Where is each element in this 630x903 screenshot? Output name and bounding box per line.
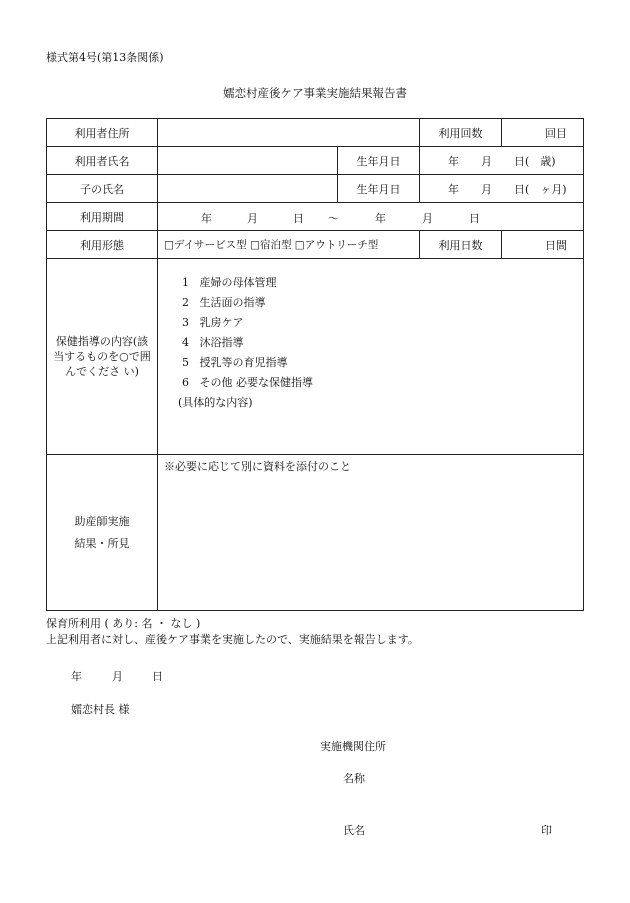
child-name-label: 子の氏名 [47, 175, 158, 203]
period-end-day: 日 [469, 212, 480, 225]
date-day: 日 [152, 670, 163, 683]
guidance-item: 2 生活面の指導 [182, 296, 266, 309]
days-label: 利用日数 [420, 231, 502, 259]
use-count-unit: 回目 [545, 126, 567, 140]
period-label: 利用期間 [47, 203, 158, 231]
days-unit: 日間 [545, 238, 567, 252]
period-start-day: 日 [293, 212, 304, 225]
period-row [47, 203, 584, 231]
use-count-label: 利用回数 [420, 119, 502, 147]
period-end-month: 月 [422, 212, 433, 225]
type-options[interactable] [158, 231, 420, 259]
seal-mark: 印 [541, 824, 552, 837]
guidance-detail: (具体的な内容) [178, 396, 253, 409]
period-start-month: 月 [247, 212, 258, 225]
period-field[interactable] [158, 203, 584, 231]
guidance-items[interactable] [158, 259, 584, 455]
user-name-row [47, 147, 584, 175]
child-name-row [47, 175, 584, 203]
org-address-label: 実施機関住所 [320, 740, 386, 753]
document-title: 嬬恋村産後ケア事業実施結果報告書 [223, 86, 407, 100]
report-statement: 上記利用者に対し、産後ケア事業を実施したので、実施結果を報告します。 [46, 633, 419, 646]
guidance-item: 3 乳房ケア [182, 316, 244, 329]
guidance-item: 5 授乳等の育児指導 [182, 356, 288, 369]
org-name-label: 名称 [343, 772, 365, 785]
user-name-label: 利用者氏名 [47, 147, 158, 175]
nursery-usage: 保育所利用 ( あり: 名 ・ なし ) [46, 617, 201, 630]
address-field[interactable] [158, 119, 420, 147]
addressee: 嬬恋村長 様 [71, 703, 130, 716]
person-name-label: 氏名 [343, 824, 365, 837]
user-name-field[interactable] [158, 147, 338, 175]
child-birth-label: 生年月日 [338, 175, 420, 203]
child-birth-field[interactable] [420, 175, 584, 203]
user-birth-value: 年 月 日( 歳) [448, 154, 556, 168]
address-row [47, 119, 584, 147]
guidance-label: 保健指導の内容(該当するものを○で囲んでくださ い) [47, 259, 158, 455]
type-options-text: □デイサービス型 □宿泊型 □アウトリーチ型 [164, 239, 379, 251]
child-birth-value: 年 月 日( ヶ月) [448, 182, 567, 196]
use-count-field[interactable] [502, 119, 584, 147]
type-label: 利用形態 [47, 231, 158, 259]
period-separator: 〜 [328, 212, 339, 225]
midwife-row [47, 455, 584, 611]
date-month: 月 [112, 670, 123, 683]
days-field[interactable] [502, 231, 584, 259]
date-year: 年 [71, 670, 82, 683]
period-end-year: 年 [375, 212, 386, 225]
user-birth-field[interactable] [420, 147, 584, 175]
report-form-table [46, 118, 584, 611]
address-label: 利用者住所 [47, 119, 158, 147]
midwife-label [47, 455, 158, 611]
midwife-findings-field[interactable] [158, 455, 584, 611]
form-number: 様式第4号(第13条関係) [46, 51, 164, 64]
guidance-item: 4 沐浴指導 [182, 336, 244, 349]
type-row [47, 231, 584, 259]
midwife-label-line1: 助産師実施 [74, 514, 130, 528]
period-start-year: 年 [201, 212, 212, 225]
midwife-note: ※必要に応じて別に資料を添付のこと [164, 460, 351, 473]
user-birth-label: 生年月日 [338, 147, 420, 175]
midwife-label-line2: 結果・所見 [74, 536, 130, 550]
guidance-item: 1 産婦の母体管理 [182, 276, 277, 289]
guidance-row [47, 259, 584, 455]
child-name-field[interactable] [158, 175, 338, 203]
guidance-item: 6 その他 必要な保健指導 [182, 376, 313, 389]
